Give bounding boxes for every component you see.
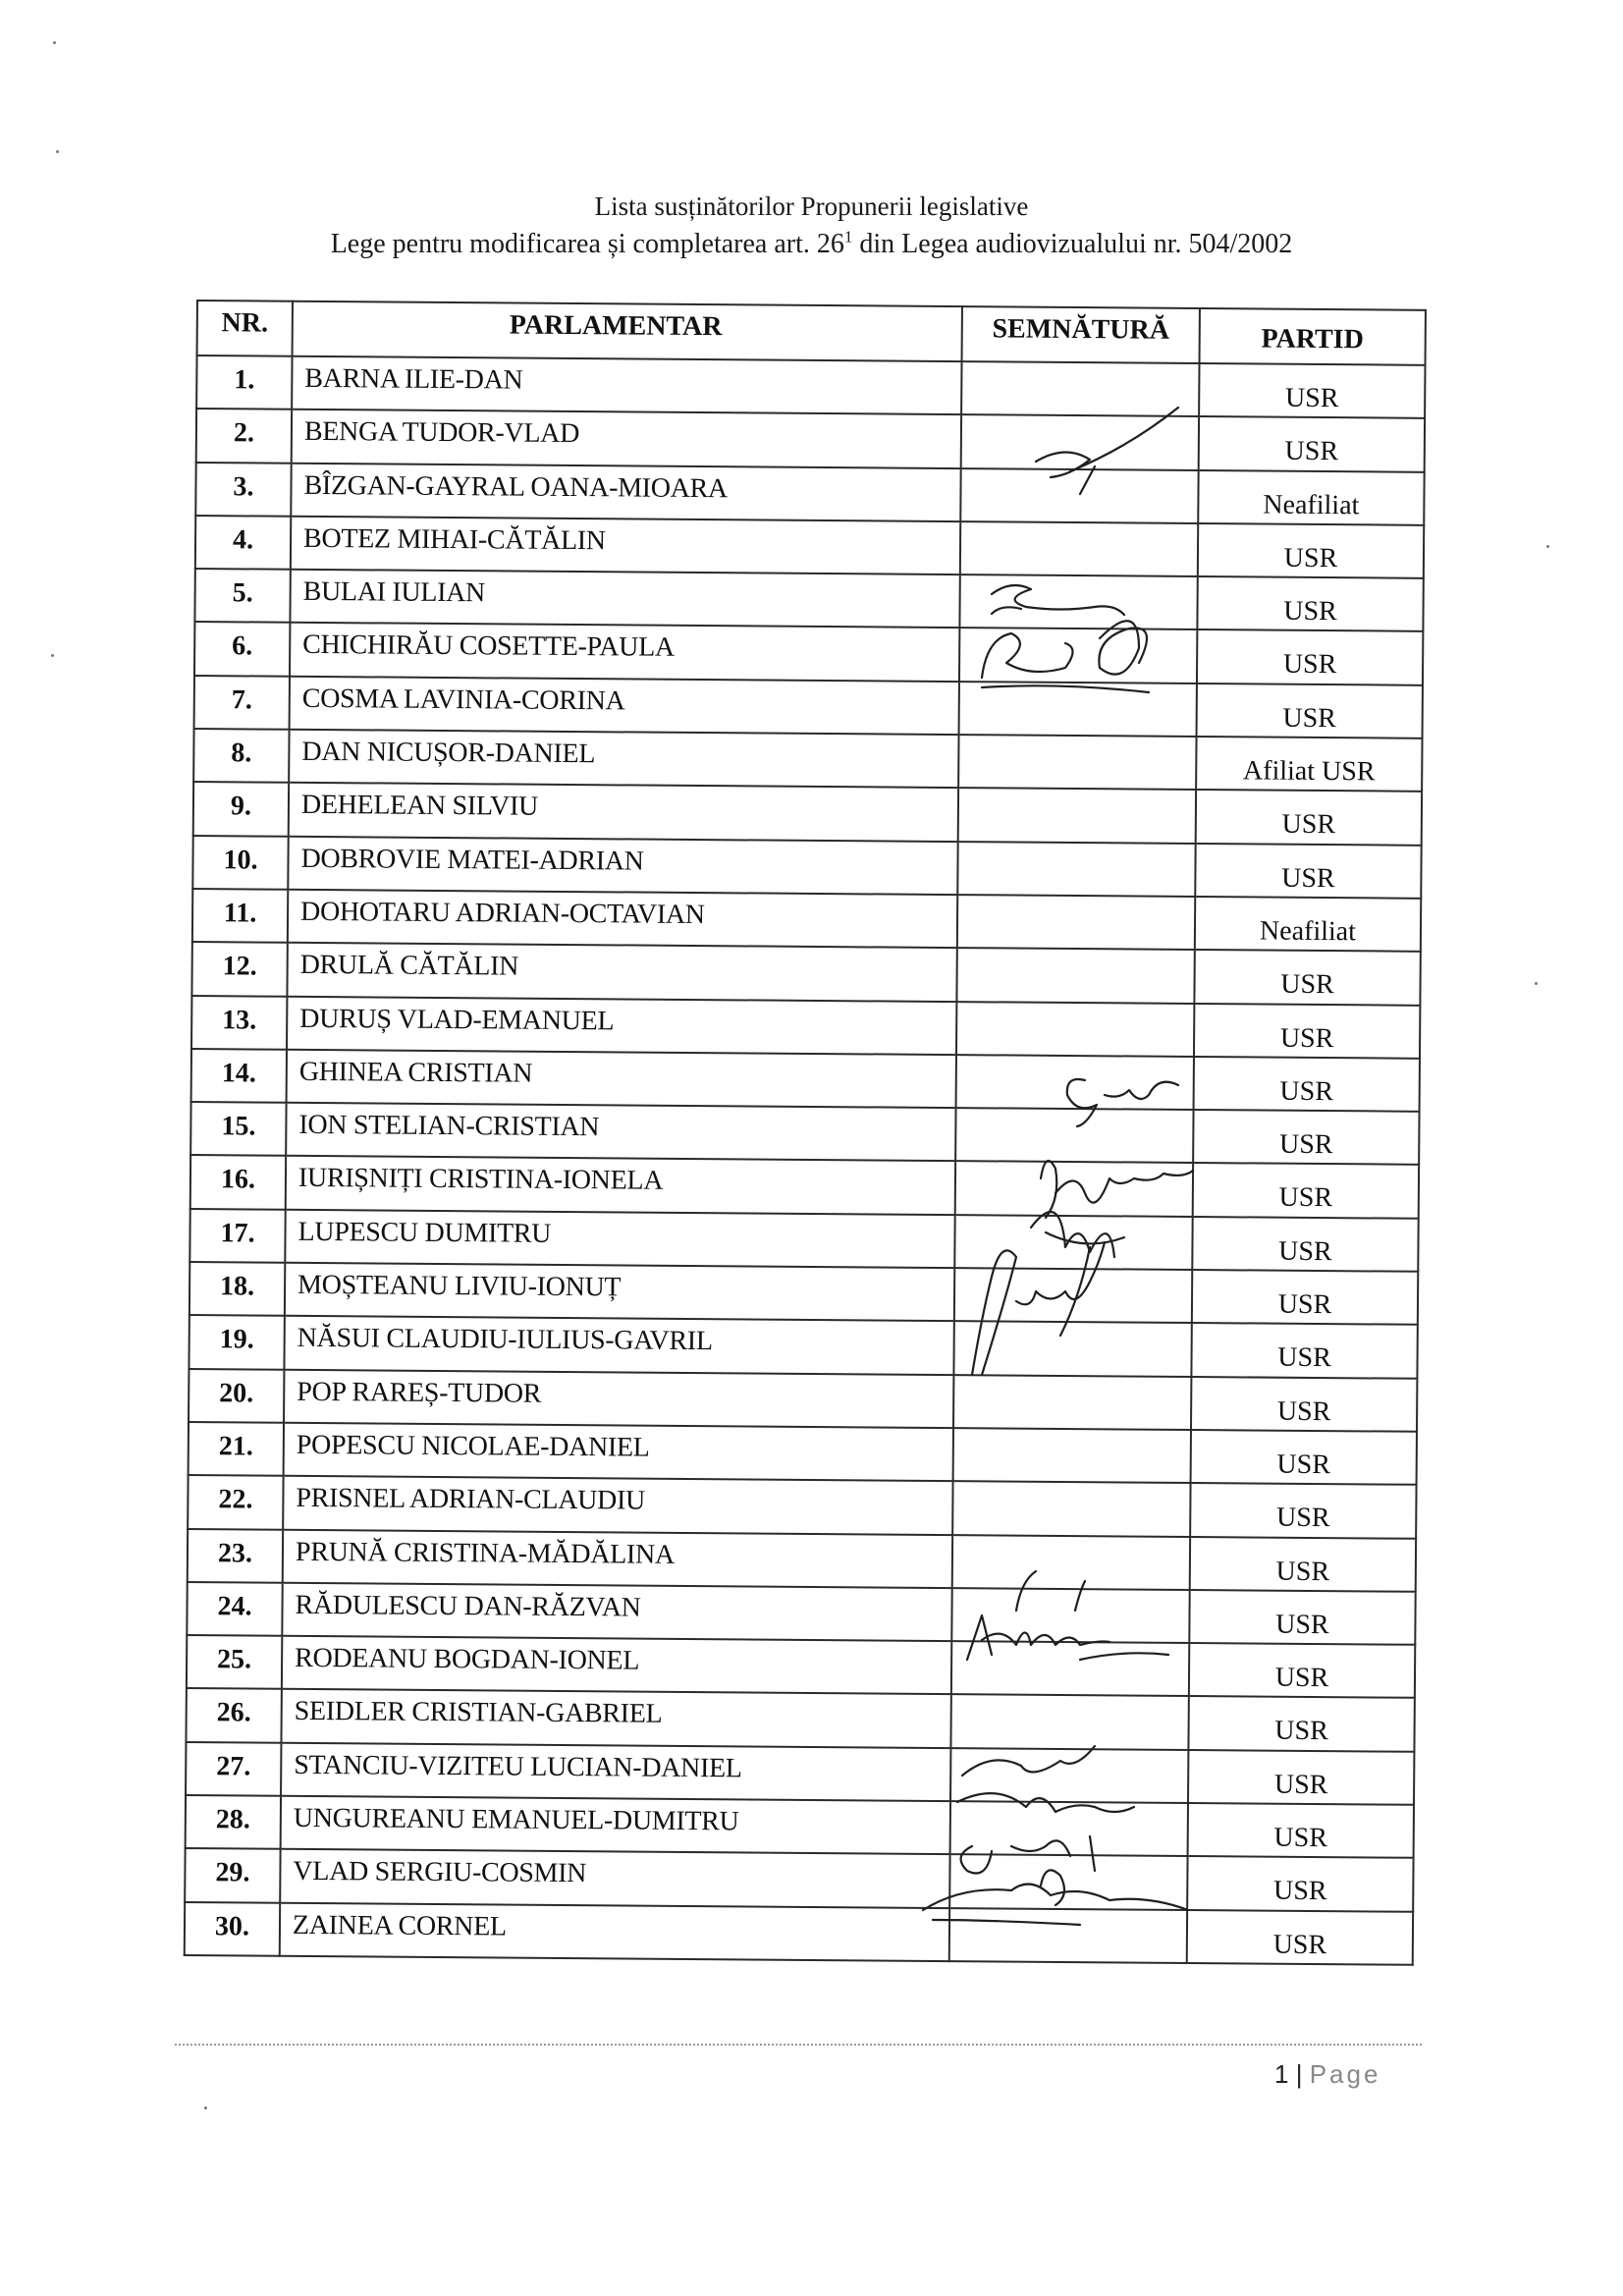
member-name xyxy=(287,1050,956,1109)
row-number-text: 6. xyxy=(232,630,253,662)
signature-cell xyxy=(951,1588,1189,1643)
party-affiliation xyxy=(1191,1323,1417,1378)
table-row xyxy=(186,1742,1414,1805)
signature-cell xyxy=(955,1162,1193,1217)
signature-cell xyxy=(954,1215,1192,1270)
party-affiliation xyxy=(1188,1750,1414,1805)
row-number xyxy=(191,942,287,996)
row-number-text: 18. xyxy=(219,1271,255,1302)
table-row xyxy=(190,1102,1419,1165)
scan-speck xyxy=(1535,982,1538,985)
row-number xyxy=(193,782,289,836)
member-name xyxy=(287,943,956,1002)
row-number xyxy=(186,1742,281,1796)
member-name-text: PRUNĂ CRISTINA-MĂDĂLINA xyxy=(295,1536,675,1570)
row-number-text: 20. xyxy=(219,1377,254,1409)
row-number xyxy=(194,622,290,676)
table-row xyxy=(194,622,1423,684)
member-name-text: BÎZGAN-GAYRAL OANA-MIOARA xyxy=(303,469,729,504)
member-name-text: DRULĂ CĂTĂLIN xyxy=(299,950,519,982)
signature-cell xyxy=(959,682,1197,737)
row-number-text: 1. xyxy=(234,364,255,396)
member-name xyxy=(280,1902,949,1961)
scan-speck xyxy=(56,150,59,153)
row-number xyxy=(188,1529,283,1583)
row-number-text: 23. xyxy=(217,1537,253,1569)
party-affiliation xyxy=(1196,790,1422,845)
scan-speck xyxy=(204,2106,207,2109)
member-name xyxy=(283,1476,952,1535)
member-name xyxy=(282,1636,951,1695)
table-row xyxy=(185,1902,1413,1965)
party-affiliation xyxy=(1194,950,1420,1005)
member-name-text: GHINEA CRISTIAN xyxy=(298,1056,533,1089)
signature-cell xyxy=(961,361,1199,416)
subtitle-text-end: din Legea audiovizualului nr. 504/2002 xyxy=(852,229,1293,259)
member-name xyxy=(282,1583,951,1642)
party-affiliation-text: USR xyxy=(1284,436,1339,467)
signature-cell xyxy=(950,1748,1188,1803)
column-header-parlamentar: PARLAMENTAR xyxy=(293,301,962,361)
row-number-text: 9. xyxy=(230,791,252,822)
document-subtitle xyxy=(0,229,1623,260)
table-row xyxy=(186,1795,1414,1858)
member-name xyxy=(292,410,961,468)
party-affiliation-text: USR xyxy=(1272,1929,1327,1960)
page-word: Page xyxy=(1309,2059,1381,2089)
row-number-text: 28. xyxy=(215,1804,250,1835)
row-number xyxy=(194,676,290,730)
footer-dotted-line xyxy=(175,2044,1422,2048)
party-affiliation xyxy=(1187,1910,1413,1965)
party-affiliation-text: USR xyxy=(1276,1395,1331,1427)
party-affiliation-text: USR xyxy=(1283,542,1338,574)
table-row xyxy=(190,1155,1419,1218)
row-number xyxy=(191,996,287,1050)
member-name-text: CHICHIRĂU COSETTE-PAULA xyxy=(302,629,675,664)
signature-cell xyxy=(949,1908,1187,1963)
row-number-text: 7. xyxy=(231,684,252,716)
row-number xyxy=(189,1209,285,1263)
member-name xyxy=(284,1316,953,1375)
signature-cell xyxy=(960,468,1198,523)
party-affiliation-text: USR xyxy=(1275,1556,1330,1587)
row-number xyxy=(191,1049,287,1103)
party-affiliation-text: USR xyxy=(1282,702,1337,734)
member-name-text: DURUȘ VLAD-EMANUEL xyxy=(299,1003,615,1036)
row-number xyxy=(190,1102,286,1156)
table-row xyxy=(193,729,1422,792)
signature-table-wrapper xyxy=(184,300,1419,1966)
scan-speck xyxy=(51,654,54,657)
table-row xyxy=(189,1209,1418,1272)
party-affiliation-text: USR xyxy=(1277,1342,1331,1374)
member-name xyxy=(281,1796,950,1855)
row-number xyxy=(196,355,292,410)
party-affiliation xyxy=(1188,1803,1414,1858)
member-name xyxy=(290,570,959,629)
table-row xyxy=(196,409,1425,471)
member-name-text: POPESCU NICOLAE-DANIEL xyxy=(296,1429,650,1463)
signature-cell xyxy=(955,1108,1193,1163)
member-name-text: IURIȘNIȚI CRISTINA-IONELA xyxy=(298,1163,664,1197)
scan-speck xyxy=(53,41,56,44)
row-number-text: 14. xyxy=(221,1058,256,1089)
table-row xyxy=(189,1262,1418,1325)
member-name xyxy=(285,1209,954,1268)
table-row xyxy=(193,782,1422,845)
member-name-text: DOHOTARU ADRIAN-OCTAVIAN xyxy=(299,896,705,931)
row-number xyxy=(193,729,289,783)
party-affiliation xyxy=(1190,1483,1416,1538)
member-name-text: VLAD SERGIU-COSMIN xyxy=(293,1856,587,1889)
party-affiliation-text: Neafiliat xyxy=(1263,489,1360,520)
signature-cell xyxy=(953,1375,1191,1430)
subtitle-superscript: 1 xyxy=(843,227,853,246)
table-row xyxy=(189,1315,1417,1378)
row-number-text: 29. xyxy=(215,1857,250,1888)
member-name-text: NĂSUI CLAUDIU-IULIUS-GAVRIL xyxy=(297,1323,713,1357)
party-affiliation-text: USR xyxy=(1274,1662,1329,1694)
member-name xyxy=(281,1689,950,1748)
row-number-text: 17. xyxy=(220,1217,255,1249)
row-number-text: 26. xyxy=(216,1697,251,1728)
table-header-row xyxy=(197,301,1426,365)
party-affiliation xyxy=(1192,1217,1418,1272)
member-name xyxy=(284,1369,953,1428)
member-name-text: BENGA TUDOR-VLAD xyxy=(303,416,580,450)
party-affiliation-text: USR xyxy=(1278,1235,1332,1267)
page-footer xyxy=(1274,2059,1380,2090)
row-number xyxy=(189,1369,284,1423)
member-name xyxy=(291,517,960,575)
party-affiliation xyxy=(1193,1163,1419,1218)
row-number-text: 11. xyxy=(223,898,257,929)
party-affiliation xyxy=(1194,1004,1420,1059)
row-number xyxy=(189,1422,284,1476)
signature-cell xyxy=(959,629,1197,683)
row-number-text: 3. xyxy=(233,470,254,503)
party-affiliation xyxy=(1192,1270,1418,1325)
member-name-text: MOȘTEANU LIVIU-IONUȚ xyxy=(298,1269,622,1303)
document-title: Lista susținătorilor Propunerii legislative xyxy=(594,191,1029,221)
member-name xyxy=(287,996,956,1055)
party-affiliation-text: USR xyxy=(1273,1822,1328,1854)
column-header-partid: PARTID xyxy=(1200,308,1426,365)
table-row xyxy=(188,1529,1416,1592)
row-number-text: 16. xyxy=(220,1164,256,1195)
party-affiliation xyxy=(1195,897,1421,952)
member-name xyxy=(283,1529,952,1588)
member-name-text: DOBROVIE MATEI-ADRIAN xyxy=(300,843,644,877)
party-affiliation-text: USR xyxy=(1275,1502,1330,1534)
table-row xyxy=(187,1582,1415,1645)
member-name-text: BULAI IULIAN xyxy=(302,576,486,609)
member-name-text: POP RAREȘ-TUDOR xyxy=(297,1376,542,1409)
party-affiliation-text: USR xyxy=(1272,1875,1327,1907)
page-separator: | xyxy=(1295,2059,1303,2089)
signature-cell xyxy=(959,574,1197,629)
table-row xyxy=(191,942,1420,1005)
table-row xyxy=(191,1049,1420,1112)
party-affiliation xyxy=(1189,1590,1415,1645)
party-affiliation xyxy=(1198,523,1424,578)
party-affiliation-text: USR xyxy=(1282,649,1337,681)
member-name xyxy=(289,783,958,842)
member-name-text: DAN NICUȘOR-DANIEL xyxy=(301,736,596,770)
party-affiliation-text: USR xyxy=(1284,382,1339,414)
party-affiliation-text: Neafiliat xyxy=(1259,915,1357,948)
party-affiliation xyxy=(1199,416,1425,471)
row-number-text: 10. xyxy=(223,844,258,876)
signature-cell xyxy=(960,521,1198,576)
row-number-text: 4. xyxy=(232,524,254,556)
row-number xyxy=(185,1848,280,1902)
row-number-text: 15. xyxy=(221,1111,256,1142)
row-number xyxy=(192,836,288,890)
table-row xyxy=(186,1688,1414,1751)
member-name xyxy=(280,1849,949,1908)
member-name xyxy=(292,356,961,415)
member-name-text: ZAINEA CORNEL xyxy=(292,1909,507,1942)
signature-cell xyxy=(958,788,1196,843)
signature-cell xyxy=(954,1268,1192,1323)
table-row xyxy=(185,1848,1413,1911)
member-name-text: LUPESCU DUMITRU xyxy=(298,1216,552,1249)
party-affiliation-text: USR xyxy=(1274,1716,1328,1747)
party-affiliation xyxy=(1193,1110,1419,1165)
member-name-text: BOTEZ MIHAI-CĂTĂLIN xyxy=(302,522,606,557)
member-name-text: PRISNEL ADRIAN-CLAUDIU xyxy=(296,1483,646,1516)
party-affiliation xyxy=(1191,1377,1417,1432)
row-number-text: 8. xyxy=(231,738,252,769)
row-number xyxy=(187,1582,282,1636)
party-affiliation xyxy=(1199,363,1425,418)
signature-cell xyxy=(951,1641,1189,1696)
signature-cell xyxy=(961,414,1199,469)
table-row xyxy=(187,1635,1415,1698)
party-affiliation xyxy=(1190,1537,1416,1592)
signature-cell xyxy=(949,1854,1187,1909)
member-name-text: BARNA ILIE-DAN xyxy=(304,362,523,396)
signature-cell xyxy=(953,1428,1191,1483)
party-affiliation xyxy=(1189,1643,1415,1698)
signature-cell xyxy=(950,1801,1188,1856)
row-number-text: 22. xyxy=(218,1484,253,1515)
signature-cell xyxy=(957,895,1195,950)
row-number xyxy=(195,463,291,517)
party-affiliation-text: USR xyxy=(1277,1288,1332,1321)
party-affiliation xyxy=(1198,470,1424,525)
column-header-nr: NR. xyxy=(197,301,293,356)
row-number xyxy=(187,1635,282,1689)
row-number xyxy=(186,1795,281,1849)
page-number: 1 xyxy=(1274,2059,1289,2089)
member-name xyxy=(291,463,960,521)
party-affiliation xyxy=(1191,1430,1417,1485)
party-affiliation xyxy=(1197,630,1423,685)
row-number-text: 27. xyxy=(216,1750,251,1782)
party-affiliation xyxy=(1195,844,1421,899)
row-number xyxy=(186,1688,281,1742)
row-number-text: 21. xyxy=(218,1431,253,1462)
member-name xyxy=(286,1156,955,1215)
table-row xyxy=(192,836,1421,899)
table-row xyxy=(188,1475,1416,1538)
member-name xyxy=(290,623,959,682)
row-number-text: 13. xyxy=(222,1004,257,1036)
member-name-text: SEIDLER CRISTIAN-GABRIEL xyxy=(294,1696,663,1730)
party-affiliation-text: USR xyxy=(1276,1449,1331,1481)
table-row xyxy=(189,1422,1417,1485)
party-affiliation xyxy=(1194,1057,1420,1112)
party-affiliation-text: USR xyxy=(1283,595,1337,628)
party-affiliation xyxy=(1187,1856,1413,1911)
party-affiliation xyxy=(1197,576,1423,631)
signature-cell xyxy=(952,1535,1190,1590)
signature-cell xyxy=(952,1481,1190,1536)
member-name-text: ION STELIAN-CRISTIAN xyxy=(298,1110,600,1143)
table-body xyxy=(185,355,1426,1965)
signature-cell xyxy=(958,735,1196,790)
party-affiliation xyxy=(1197,683,1423,738)
member-name xyxy=(288,890,957,949)
party-affiliation-text: Afiliat USR xyxy=(1242,755,1376,788)
row-number xyxy=(196,409,292,463)
row-number xyxy=(190,1155,286,1209)
member-name-text: RĂDULESCU DAN-RĂZVAN xyxy=(295,1589,641,1623)
member-name xyxy=(286,1103,955,1162)
party-affiliation-text: USR xyxy=(1273,1769,1328,1800)
member-name-text: STANCIU-VIZITEU LUCIAN-DANIEL xyxy=(294,1749,742,1784)
member-name xyxy=(281,1742,950,1801)
party-affiliation-text: USR xyxy=(1281,862,1335,894)
table-row xyxy=(195,516,1424,578)
subtitle-text: Lege pentru modificarea și completarea art. 26 xyxy=(330,229,844,259)
row-number xyxy=(189,1315,284,1369)
table-row xyxy=(194,676,1423,738)
signature-table xyxy=(184,300,1427,1966)
party-affiliation-text: USR xyxy=(1279,1075,1334,1107)
member-name xyxy=(290,677,959,736)
row-number xyxy=(192,889,288,943)
signature-cell xyxy=(953,1321,1191,1376)
member-name xyxy=(289,730,958,789)
party-affiliation xyxy=(1196,737,1422,792)
row-number xyxy=(189,1262,285,1316)
member-name-text: COSMA LAVINIA-CORINA xyxy=(301,683,625,717)
row-number xyxy=(188,1475,283,1529)
party-affiliation xyxy=(1188,1696,1414,1751)
signature-cell xyxy=(950,1695,1188,1750)
scan-speck xyxy=(1546,545,1549,548)
column-header-semnatura: SEMNĂTURĂ xyxy=(962,306,1200,363)
table-row xyxy=(189,1369,1417,1432)
party-affiliation-text: USR xyxy=(1275,1609,1329,1640)
signature-cell xyxy=(956,1055,1194,1110)
table-row xyxy=(195,463,1424,525)
row-number xyxy=(195,516,291,570)
signature-cell xyxy=(956,1002,1194,1057)
row-number-text: 12. xyxy=(222,951,257,982)
member-name xyxy=(288,836,957,895)
signature-cell xyxy=(957,842,1195,897)
party-affiliation-text: USR xyxy=(1280,968,1334,1001)
row-number-text: 30. xyxy=(214,1910,250,1942)
member-name xyxy=(284,1423,953,1482)
table-row xyxy=(196,355,1425,418)
member-name xyxy=(285,1263,954,1322)
row-number-text: 19. xyxy=(219,1324,254,1355)
member-name-text: UNGUREANU EMANUEL-DUMITRU xyxy=(293,1802,739,1837)
row-number-text: 24. xyxy=(217,1591,252,1622)
party-affiliation-text: USR xyxy=(1281,809,1336,841)
table-row xyxy=(192,889,1421,952)
row-number xyxy=(194,569,290,623)
table-row xyxy=(191,996,1420,1059)
member-name-text: DEHELEAN SILVIU xyxy=(300,790,539,823)
table-row xyxy=(194,569,1423,631)
party-affiliation-text: USR xyxy=(1278,1182,1333,1214)
row-number-text: 2. xyxy=(233,417,255,449)
party-affiliation-text: USR xyxy=(1278,1128,1333,1161)
row-number xyxy=(185,1902,280,1956)
row-number-text: 25. xyxy=(217,1644,252,1675)
party-affiliation-text: USR xyxy=(1279,1022,1334,1054)
signature-cell xyxy=(956,948,1194,1003)
member-name-text: RODEANU BOGDAN-IONEL xyxy=(295,1642,640,1676)
row-number-text: 5. xyxy=(232,577,253,609)
